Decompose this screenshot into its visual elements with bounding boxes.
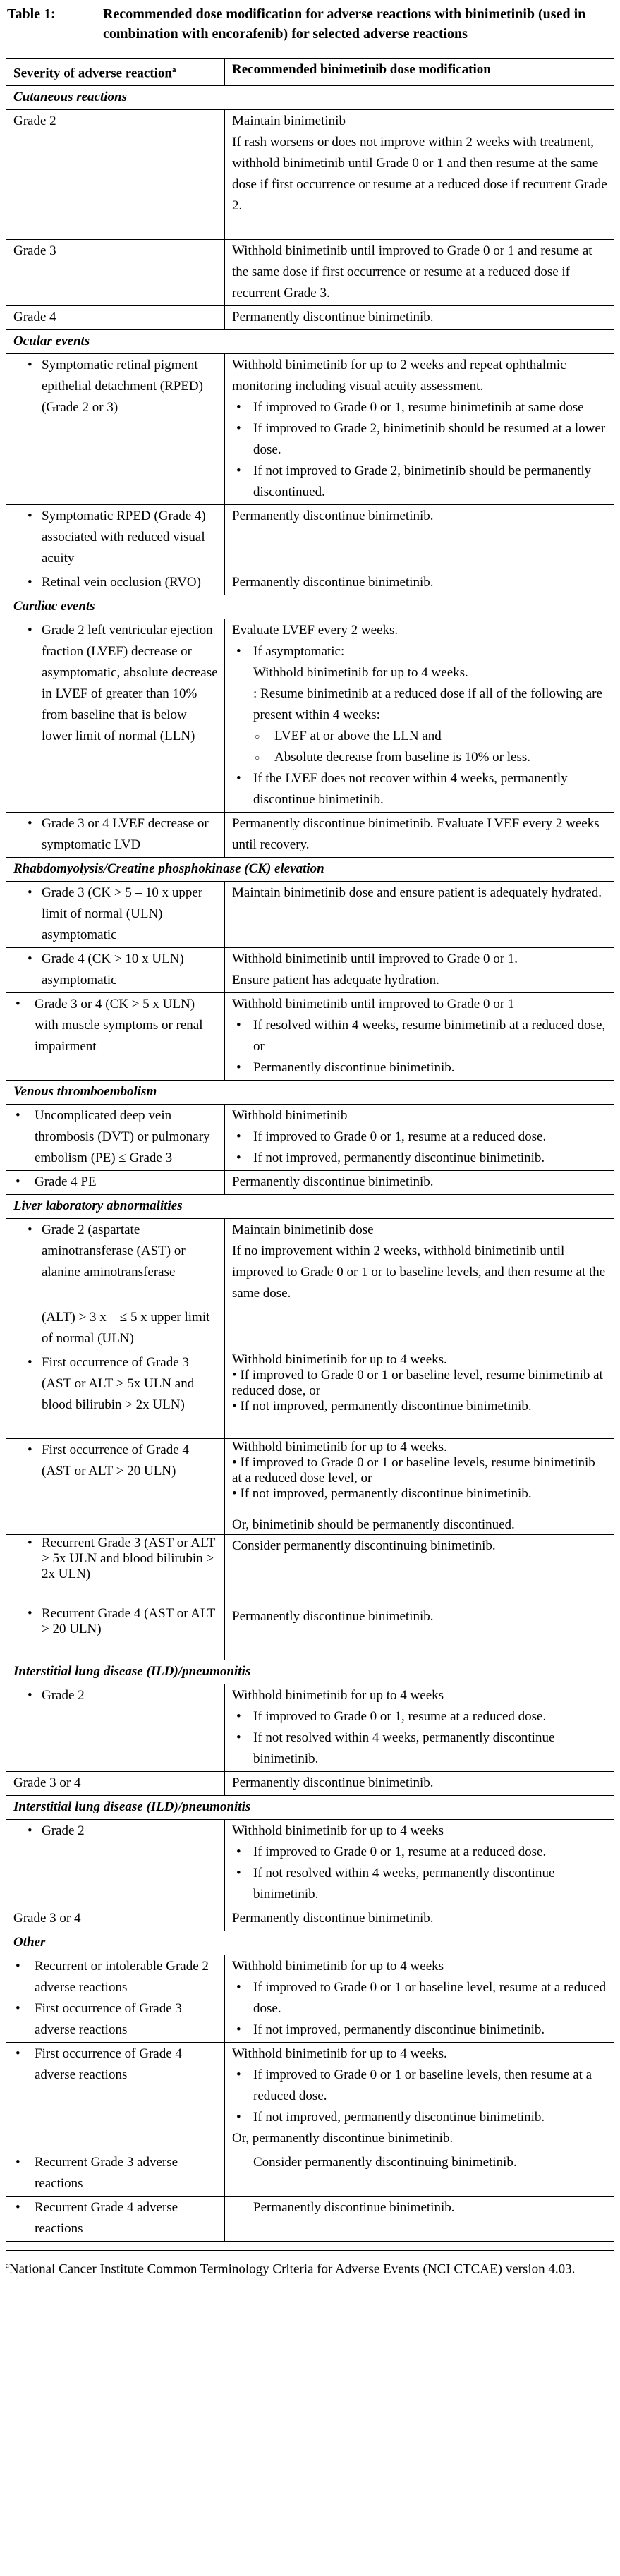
- severity-cell: [6, 1820, 225, 1907]
- action-bullet: • Permanently discontinue binimetinib.: [232, 1057, 608, 1079]
- action-text: Withhold binimetinib: [232, 1108, 348, 1124]
- action-list: [232, 2065, 608, 2128]
- section-row-liver: [6, 1195, 614, 1219]
- severity-bullet: • Symptomatic RPED (Grade 4) associated with reduced visual acuity: [13, 506, 219, 569]
- action-cell: [225, 619, 614, 813]
- action-text: Withhold binimetinib for up to 4 weeks: [232, 1823, 444, 1839]
- section-title: Liver laboratory abnormalities: [6, 1195, 614, 1219]
- section-title: Cutaneous reactions: [6, 86, 614, 110]
- severity-bullet: • First occurrence of Grade 3 adverse reactions: [13, 1998, 219, 2041]
- section-row-ild-repeat: [6, 1796, 614, 1820]
- action-cell: Permanently discontinue binimetinib.: [225, 1772, 614, 1796]
- table-row: [6, 240, 614, 306]
- severity-cell: [6, 882, 225, 948]
- severity-cell: [6, 1219, 225, 1306]
- section-title: Rhabdomyolysis/Creatine phosphokinase (CK) elevation: [6, 858, 614, 882]
- action-cell: [225, 1351, 614, 1439]
- severity-bullet: • Grade 2 (aspartate aminotransferase (AST) or alanine aminotransferase: [13, 1220, 219, 1283]
- action-bullet: • If improved to Grade 0 or 1, resume at a reduced dose.: [232, 1842, 608, 1863]
- bullet-line: Withhold binimetinib for up to 4 weeks.: [253, 665, 468, 681]
- action-cell: [225, 1684, 614, 1772]
- footnote-marker: a: [6, 2261, 9, 2271]
- severity-cell: [6, 993, 225, 1081]
- action-bullet: • If the LVEF does not recover within 4 weeks, permanently discontinue binimetinib.: [232, 768, 608, 810]
- bullet-label: • If asymptomatic:: [253, 644, 345, 660]
- table-row: [6, 1219, 614, 1306]
- subbullet-text: LVEF at or above the LLN: [274, 729, 419, 744]
- action-text: Withhold binimetinib until improved to Grade 0 or 1: [232, 997, 515, 1012]
- action-bullet: • If not improved, permanently discontinue binimetinib.: [232, 2107, 608, 2128]
- header-severity: Severity of adverse reaction$^a$: [6, 59, 225, 86]
- action-text: Withhold binimetinib for up to 4 weeks: [232, 1959, 444, 1974]
- severity-cell: Grade 3 or 4: [6, 1772, 225, 1796]
- severity-cell: [6, 619, 225, 813]
- severity-bullet: • Recurrent Grade 3 adverse reactions: [13, 2152, 219, 2194]
- section-title: Other: [6, 1931, 614, 1955]
- bullet-line: : Resume binimetinib at a reduced dose if all of the following are present within 4 weeks:: [253, 686, 602, 723]
- action-bullet: • If improved to Grade 0 or 1 or baseline level, resume at a reduced dose.: [232, 1977, 608, 2019]
- table-row: [6, 1605, 614, 1660]
- action-bullet: • If not resolved within 4 weeks, permanently discontinue binimetinib.: [232, 1863, 608, 1905]
- table-row: [6, 2197, 614, 2242]
- action-text: Withhold binimetinib for up to 2 weeks and repeat ophthalmic monitoring including visual acuity assessment.: [232, 358, 566, 394]
- underlined-and: and: [422, 729, 442, 744]
- table-row: [6, 813, 614, 858]
- dose-modification-table: [6, 58, 614, 2242]
- severity-bullet: • Grade 2: [13, 1685, 219, 1706]
- severity-bullet: • Retinal vein occlusion (RVO): [13, 572, 219, 593]
- action-cell: [225, 354, 614, 505]
- action-bullet: • If not resolved within 4 weeks, permanently discontinue binimetinib.: [232, 1727, 608, 1770]
- action-cell: Permanently discontinue binimetinib.: [225, 571, 614, 595]
- severity-bullet: • Grade 3 or 4 LVEF decrease or symptomatic LVD: [13, 813, 219, 856]
- table-row: [6, 571, 614, 595]
- severity-cell: [6, 1105, 225, 1171]
- severity-continued: (ALT) > 3 x – ≤ 5 x upper limit of normal (ULN): [42, 1310, 210, 1347]
- severity-bullet: • First occurrence of Grade 3 (AST or ALT > 5x ULN and blood bilirubin > 2x ULN): [13, 1352, 219, 1416]
- table-footnote: [6, 2250, 614, 2280]
- severity-cell: [6, 1351, 225, 1439]
- action-text: • If not improved, permanently discontinue binimetinib.: [232, 1486, 532, 1502]
- action-cell: Withhold binimetinib until improved to Grade 0 or 1 and resume at the same dose if first occurrence or resume at a reduced dose if recurrent Grade 3.: [225, 240, 614, 306]
- action-text: • If improved to Grade 0 or 1 or baseline levels, resume binimetinib at a reduced dose level, or: [232, 1455, 595, 1486]
- action-subbullet: [232, 726, 608, 747]
- action-cell: [225, 1105, 614, 1171]
- action-text: • If not improved, permanently discontinue binimetinib.: [232, 1399, 532, 1414]
- severity-cell: [6, 2043, 225, 2151]
- severity-cell: [6, 571, 225, 595]
- action-bullet: • If improved to Grade 0 or 1, resume at a reduced dose.: [232, 1126, 608, 1148]
- action-list: [232, 1977, 608, 2041]
- action-cell: Permanently discontinue binimetinib.: [225, 306, 614, 330]
- severity-cell: [6, 1605, 225, 1660]
- severity-cell: [6, 505, 225, 571]
- severity-cell: [6, 813, 225, 858]
- table-title: Recommended dose modification for adverse reactions with binimetinib (used in combination with encorafenib) for selected adverse reactions: [103, 6, 586, 42]
- severity-cell: [6, 1171, 225, 1195]
- action-list: [232, 1126, 608, 1169]
- footnote-marker: a: [171, 66, 176, 74]
- action-bullet: • If improved to Grade 0 or 1, resume binimetinib at same dose: [232, 397, 608, 418]
- severity-bullet: • Recurrent Grade 3 (AST or ALT > 5x ULN and blood bilirubin > 2x ULN): [13, 1536, 219, 1582]
- severity-bullet: • Grade 3 or 4 (CK > 5 x ULN) with muscle symptoms or renal impairment: [13, 994, 219, 1057]
- severity-cell: Grade 2: [6, 110, 225, 240]
- action-list: [232, 1842, 608, 1905]
- action-cell: [225, 2043, 614, 2151]
- table-row: [6, 1535, 614, 1605]
- severity-cell: [6, 1535, 225, 1605]
- action-text: Withhold binimetinib for up to 4 weeks.: [232, 1440, 447, 1455]
- action-cell: [225, 993, 614, 1081]
- action-cell: Permanently discontinue binimetinib. Evaluate LVEF every 2 weeks until recovery.: [225, 813, 614, 858]
- action-list: [232, 1706, 608, 1770]
- action-text: Withhold binimetinib until improved to Grade 0 or 1.: [232, 952, 518, 967]
- footnote-text: National Cancer Institute Common Terminology Criteria for Adverse Events (NCI CTCAE) version 4.03.: [8, 2261, 576, 2277]
- action-text: • If improved to Grade 0 or 1 or baseline level, resume binimetinib at reduced dose, or: [232, 1368, 603, 1399]
- header-row: [6, 59, 614, 86]
- action-text: Maintain binimetinib: [232, 114, 346, 129]
- table-row: [6, 948, 614, 993]
- action-list: [232, 397, 608, 503]
- table-row: [6, 993, 614, 1081]
- action-bullet: • If resolved within 4 weeks, resume binimetinib at a reduced dose, or: [232, 1015, 608, 1057]
- section-row-other: [6, 1931, 614, 1955]
- severity-cell: [6, 2151, 225, 2197]
- section-row-rhabdomyolysis: [6, 858, 614, 882]
- severity-bullet: • Grade 3 (CK > 5 – 10 x upper limit of normal (ULN) asymptomatic: [13, 882, 219, 946]
- table-row: [6, 306, 614, 330]
- action-text: Evaluate LVEF every 2 weeks.: [232, 623, 399, 638]
- table-row: [6, 2043, 614, 2151]
- section-row-ocular: [6, 330, 614, 354]
- section-row-cutaneous: [6, 86, 614, 110]
- table-row: [6, 110, 614, 240]
- severity-cell: [6, 1439, 225, 1535]
- action-text: If no improvement within 2 weeks, withhold binimetinib until improved to Grade 0 or 1 or to baseline levels, and then resume at the same dose.: [232, 1244, 606, 1301]
- action-text: Ensure patient has adequate hydration.: [232, 973, 439, 988]
- table-row: [6, 619, 614, 813]
- action-cell: Permanently discontinue binimetinib.: [225, 2197, 614, 2242]
- severity-cell: Grade 3: [6, 240, 225, 306]
- section-title: Interstitial lung disease (ILD)/pneumonitis: [6, 1796, 614, 1820]
- section-title: Interstitial lung disease (ILD)/pneumonitis: [6, 1660, 614, 1684]
- severity-cell: [6, 354, 225, 505]
- action-text: Withhold binimetinib for up to 4 weeks.: [232, 2046, 447, 2062]
- action-cell: Permanently discontinue binimetinib.: [225, 1907, 614, 1931]
- section-row-cardiac: [6, 595, 614, 619]
- severity-cell: [6, 2197, 225, 2242]
- table-row: [6, 1171, 614, 1195]
- action-cell: [225, 1219, 614, 1306]
- table-row: [6, 1955, 614, 2043]
- action-cell: Permanently discontinue binimetinib.: [225, 1605, 614, 1660]
- table-row: [6, 882, 614, 948]
- action-text: Withhold binimetinib for up to 4 weeks: [232, 1688, 444, 1703]
- table-row: [6, 1439, 614, 1535]
- action-text: Or, binimetinib should be permanently discontinued.: [232, 1517, 515, 1533]
- table-caption: [0, 0, 620, 58]
- section-title: Ocular events: [6, 330, 614, 354]
- table-row: [6, 1907, 614, 1931]
- action-cell-empty: [225, 1306, 614, 1351]
- action-text: Maintain binimetinib dose: [232, 1222, 374, 1238]
- action-list: [232, 641, 608, 810]
- severity-cell: [6, 948, 225, 993]
- action-bullet: • If not improved, permanently discontinue binimetinib.: [232, 1148, 608, 1169]
- action-cell: [225, 110, 614, 240]
- action-cell: Maintain binimetinib dose and ensure patient is adequately hydrated.: [225, 882, 614, 948]
- table-row: [6, 505, 614, 571]
- severity-bullet: • Recurrent or intolerable Grade 2 adverse reactions: [13, 1956, 219, 1998]
- table-row: [6, 354, 614, 505]
- action-cell: Consider permanently discontinuing binimetinib.: [225, 1535, 614, 1605]
- section-row-ild: [6, 1660, 614, 1684]
- severity-cell: [6, 1306, 225, 1351]
- action-cell: [225, 1955, 614, 2043]
- action-subbullet: ○ Absolute decrease from baseline is 10% or less.: [232, 747, 608, 768]
- severity-cell: Grade 3 or 4: [6, 1907, 225, 1931]
- severity-bullet: • Uncomplicated deep vein thrombosis (DVT) or pulmonary embolism (PE) ≤ Grade 3: [13, 1105, 219, 1169]
- action-bullet: • If improved to Grade 0 or 1 or baseline levels, then resume at a reduced dose.: [232, 2065, 608, 2107]
- section-row-venous: [6, 1081, 614, 1105]
- action-bullet: • If not improved to Grade 2, binimetinib should be permanently discontinued.: [232, 461, 608, 503]
- table-row: [6, 1684, 614, 1772]
- table-row: [6, 2151, 614, 2197]
- severity-cell: [6, 1684, 225, 1772]
- action-bullet: [232, 641, 608, 726]
- action-cell: Permanently discontinue binimetinib.: [225, 1171, 614, 1195]
- action-cell: Consider permanently discontinuing binimetinib.: [225, 2151, 614, 2197]
- severity-bullet: • Grade 4 PE: [13, 1172, 219, 1193]
- severity-cell: [6, 1955, 225, 2043]
- action-bullet: • If improved to Grade 0 or 1, resume at a reduced dose.: [232, 1706, 608, 1727]
- severity-bullet: • Grade 4 (CK > 10 x ULN) asymptomatic: [13, 949, 219, 991]
- header-modification: Recommended binimetinib dose modification: [225, 59, 614, 86]
- action-list: [232, 1015, 608, 1079]
- table-row: [6, 1351, 614, 1439]
- severity-bullet: • First occurrence of Grade 4 adverse reactions: [13, 2043, 219, 2086]
- severity-bullet: • Grade 2 left ventricular ejection fraction (LVEF) decrease or asymptomatic, absolute decrease in LVEF of greater than 10% from baseline that is below lower limit of normal (LLN): [13, 620, 219, 747]
- section-title: Cardiac events: [6, 595, 614, 619]
- table-row: [6, 1105, 614, 1171]
- action-cell: Permanently discontinue binimetinib.: [225, 505, 614, 571]
- table-number: Table 1:: [7, 6, 56, 22]
- severity-bullet: • First occurrence of Grade 4 (AST or ALT > 20 ULN): [13, 1440, 219, 1482]
- severity-bullet: • Recurrent Grade 4 (AST or ALT > 20 ULN): [13, 1606, 219, 1637]
- severity-bullet: • Symptomatic retinal pigment epithelial detachment (RPED) (Grade 2 or 3): [13, 355, 219, 418]
- action-text: Withhold binimetinib for up to 4 weeks.: [232, 1352, 447, 1368]
- action-cell: [225, 1439, 614, 1535]
- section-title: Venous thromboembolism: [6, 1081, 614, 1105]
- table-row: [6, 1772, 614, 1796]
- action-bullet: • If not improved, permanently discontinue binimetinib.: [232, 2019, 608, 2041]
- action-text: If rash worsens or does not improve within 2 weeks with treatment, withhold binimetinib until Grade 0 or 1 and then resume at the same dose if first occurrence or resume at a reduced dose if recurrent Grade 2.: [232, 135, 607, 214]
- action-bullet: • If improved to Grade 2, binimetinib should be resumed at a lower dose.: [232, 418, 608, 461]
- severity-cell: Grade 4: [6, 306, 225, 330]
- severity-bullet: • Grade 2: [13, 1821, 219, 1842]
- table-row: [6, 1820, 614, 1907]
- action-cell: [225, 1820, 614, 1907]
- action-text: Or, permanently discontinue binimetinib.: [232, 2131, 454, 2146]
- severity-bullet: • Recurrent Grade 4 adverse reactions: [13, 2197, 219, 2240]
- action-cell: [225, 948, 614, 993]
- table-row: [6, 1306, 614, 1351]
